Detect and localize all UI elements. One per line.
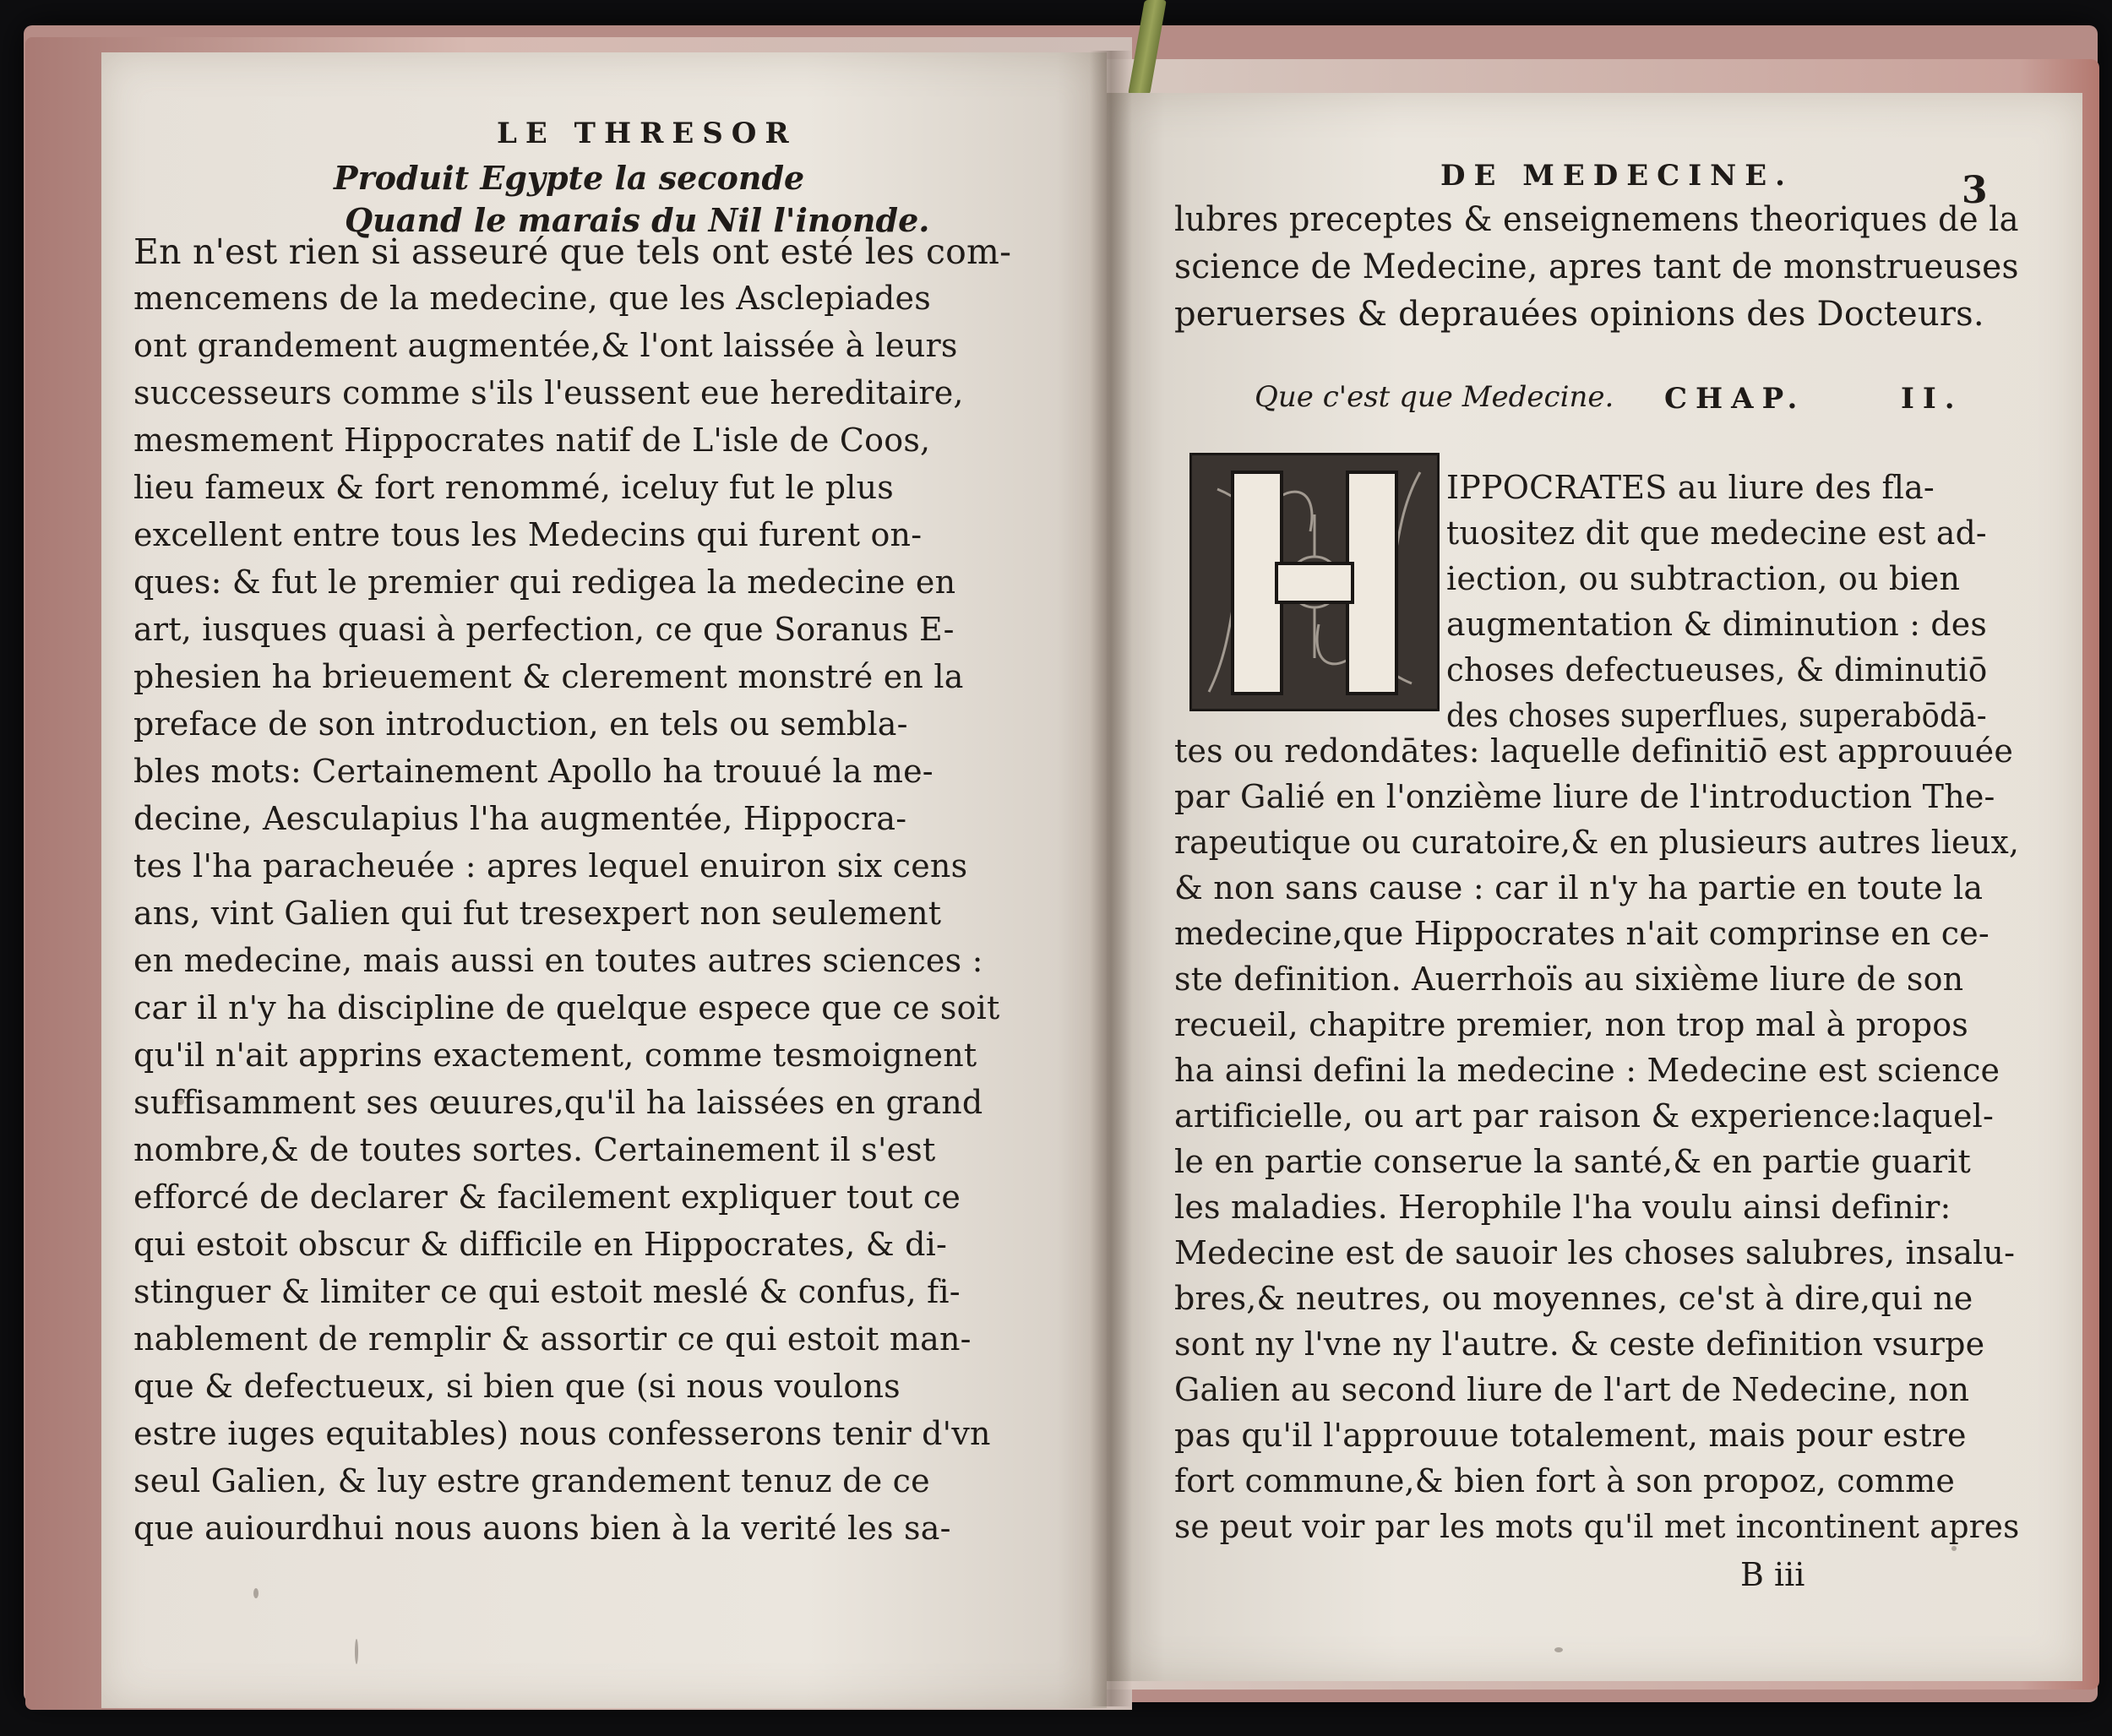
body-line: seul Galien, & luy estre grandement tenuz de ce <box>133 1462 930 1499</box>
body-line: sont ny l'vne ny l'autre. & ceste definition vsurpe <box>1174 1325 1985 1363</box>
body-line: artificielle, ou art par raison & experience:laquel- <box>1174 1097 1995 1135</box>
body-line: stinguer & limiter ce qui estoit meslé & confus, fi- <box>133 1273 961 1310</box>
body-line: peruerses & deprauées opinions des Docteurs. <box>1174 295 1984 334</box>
body-line: se peut voir par les mots qu'il met incontinent apres <box>1174 1508 2020 1545</box>
body-line: estre iuges equitables) nous confesserons tenir d'vn <box>133 1415 991 1452</box>
book-gutter <box>1090 51 1132 1706</box>
body-line: bres,& neutres, ou moyennes, ce'st à dire,qui ne <box>1174 1280 1973 1317</box>
paper-speck <box>355 1639 358 1664</box>
body-line: tes ou redondātes: laquelle definitiō est approuuée <box>1174 732 2014 770</box>
body-line: decine, Aesculapius l'ha augmentée, Hippocra- <box>133 800 907 837</box>
body-line: que auiourdhui nous auons bien à la verité les sa- <box>133 1510 951 1547</box>
decorated-initial <box>1189 453 1440 711</box>
body-line: ques: & fut le premier qui redigea la medecine en <box>133 563 956 601</box>
body-line: preface de son introduction, en tels ou sembla- <box>133 705 908 743</box>
body-line: Medecine est de sauoir les choses salubres, insalu- <box>1174 1234 2016 1271</box>
body-line: science de Medecine, apres tant de monstrueuses <box>1174 248 2019 286</box>
body-line: lubres preceptes & enseignemens theoriques de la <box>1174 200 2019 239</box>
body-line: des choses superflues, superabōdā- <box>1446 697 1987 734</box>
body-line: le en partie conserue la santé,& en partie guarit <box>1174 1143 1972 1180</box>
body-line: que & defectueux, si bien que (si nous voulons <box>133 1368 901 1405</box>
body-line: iection, ou subtraction, ou bien <box>1446 560 1961 597</box>
body-line: qu'il n'ait apprins exactement, comme tesmoignent <box>133 1037 977 1074</box>
body-line: art, iusques quasi à perfection, ce que Soranus E- <box>133 611 955 648</box>
body-line: les maladies. Herophile l'ha voulu ainsi definir: <box>1174 1189 1951 1226</box>
right-running-head: DE MEDECINE. <box>1440 159 1794 193</box>
verse-line-2: Quand le marais du Nil l'inonde. <box>345 201 930 239</box>
body-line: IPPOCRATES au liure des fla- <box>1446 469 1935 506</box>
paper-speck <box>1951 1546 1957 1551</box>
body-line: mencemens de la medecine, que les Asclepiades <box>133 280 931 317</box>
paper-speck <box>253 1588 259 1598</box>
body-line: car il n'y ha discipline de quelque espece que ce soit <box>133 989 1000 1026</box>
drop-cap-letter: H <box>1314 658 1315 659</box>
body-line: bles mots: Certainement Apollo ha trouué la me- <box>133 753 934 790</box>
body-line: choses defectueuses, & diminutiō <box>1446 651 1988 688</box>
body-line: en medecine, mais aussi en toutes autres sciences : <box>133 942 983 979</box>
body-line: nablement de remplir & assortir ce qui estoit man- <box>133 1320 972 1358</box>
body-line: par Galié en l'onzième liure de l'introduction The- <box>1174 778 1995 815</box>
body-line: tuositez dit que medecine est ad- <box>1446 514 1987 552</box>
body-line: phesien ha brieuement & clerement monstré en la <box>133 658 964 695</box>
body-line: medecine,que Hippocrates n'ait comprinse en ce- <box>1174 915 1990 952</box>
body-line: qui estoit obscur & difficile en Hippocrates, & di- <box>133 1226 948 1263</box>
body-line: mesmement Hippocrates natif de L'isle de Coos, <box>133 422 931 459</box>
body-line: ans, vint Galien qui fut tresexpert non seulement <box>133 895 942 932</box>
body-line: Galien au second liure de l'art de Nedecine, non <box>1174 1371 1970 1408</box>
body-line: efforcé de declarer & facilement expliquer tout ce <box>133 1178 961 1216</box>
verse-line-1: Produit Egypte la seconde <box>334 159 805 197</box>
page-number: 3 <box>1962 169 1988 212</box>
paper-speck <box>1554 1647 1563 1652</box>
chapter-title: Que c'est que Medecine. <box>1255 380 1614 414</box>
body-line: En n'est rien si asseuré que tels ont esté les com- <box>133 231 1012 272</box>
body-line: ste definition. Auerrhoïs au sixième liure de son <box>1174 961 1964 998</box>
body-line: fort commune,& bien fort à son propoz, comme <box>1174 1462 1956 1499</box>
body-line: successeurs comme s'ils l'eussent eue hereditaire, <box>133 374 964 411</box>
chapter-label: CHAP. <box>1664 382 1806 416</box>
body-line: nombre,& de toutes sortes. Certainement il s'est <box>133 1131 936 1168</box>
body-line: ont grandement augmentée,& l'ont laissée à leurs <box>133 327 958 364</box>
body-line: lieu fameux & fort renommé, iceluy fut le plus <box>133 469 895 506</box>
body-line: & non sans cause : car il n'y ha partie en toute la <box>1174 869 1984 906</box>
chapter-number: II. <box>1901 382 1963 416</box>
body-line: augmentation & diminution : des <box>1446 606 1987 643</box>
body-line: suffisamment ses œuures,qu'il ha laissées en grand <box>133 1084 983 1121</box>
body-line: rapeutique ou curatoire,& en plusieurs autres lieux, <box>1174 824 2020 861</box>
floral-initial-ornament <box>1192 455 1437 709</box>
body-line: ha ainsi defini la medecine : Medecine est science <box>1174 1052 2000 1089</box>
left-running-head: LE THRESOR <box>497 117 797 150</box>
signature-mark: B iii <box>1740 1556 1805 1593</box>
body-line: excellent entre tous les Medecins qui furent on- <box>133 516 923 553</box>
body-line: tes l'ha paracheuée : apres lequel enuiron six cens <box>133 847 968 884</box>
body-line: recueil, chapitre premier, non trop mal à propos <box>1174 1006 1969 1043</box>
body-line: pas qu'il l'approuue totalement, mais pour estre <box>1174 1417 1967 1454</box>
